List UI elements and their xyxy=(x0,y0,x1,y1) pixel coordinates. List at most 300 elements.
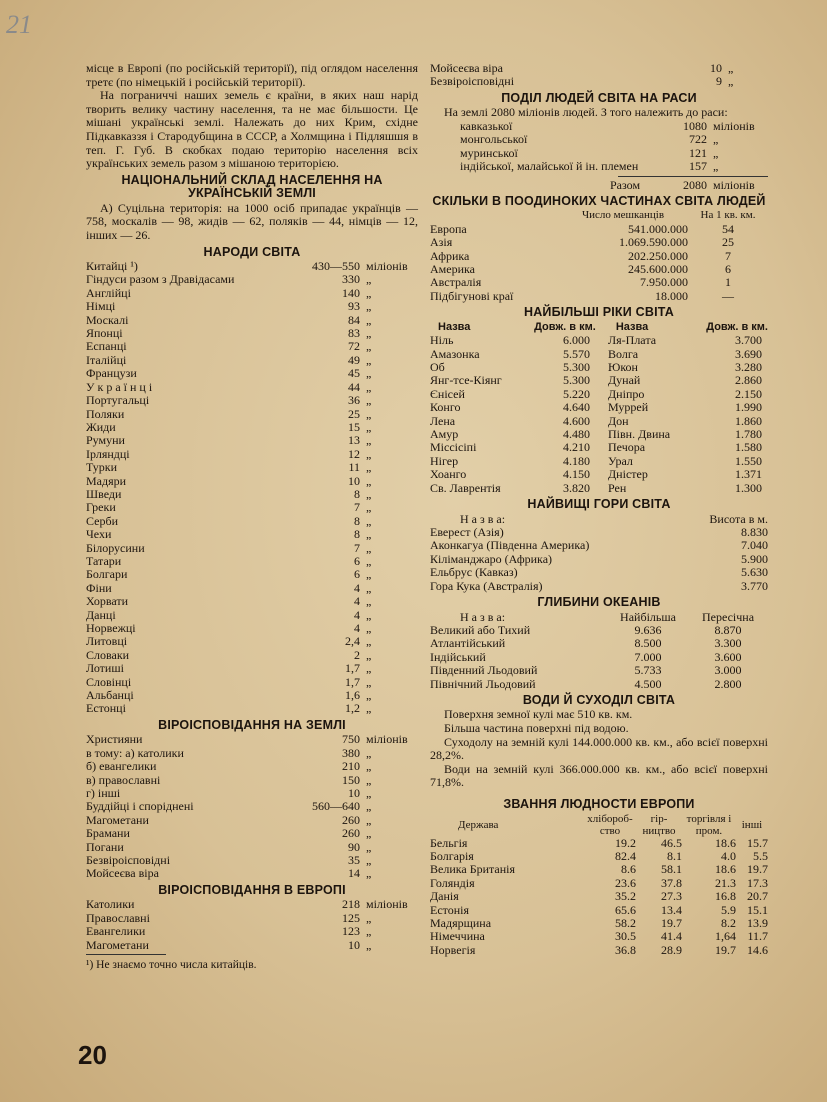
rivers-header xyxy=(430,321,768,334)
item-name: Безвіроісповідні xyxy=(86,854,171,867)
water-paragraph-1: Поверхня земної кулі має 510 кв. км. xyxy=(444,707,633,722)
part-population: 18.000 xyxy=(655,288,688,303)
river-length: 1.580 xyxy=(735,440,762,455)
races-table xyxy=(430,120,768,174)
river-name: Дніпро xyxy=(608,386,645,401)
river-length: 1.371 xyxy=(735,467,762,482)
occupation-header-other: інші xyxy=(741,818,763,831)
list-item xyxy=(86,595,418,608)
list-item xyxy=(460,120,768,133)
river-length: 3.280 xyxy=(735,360,762,374)
table-row xyxy=(430,637,768,650)
mountains-title: НАЙВИЩІ ГОРИ СВІТА xyxy=(527,497,671,512)
item-unit: „ xyxy=(366,580,372,595)
item-value: 36 xyxy=(348,393,360,408)
part-population: 541.000.000 xyxy=(628,221,688,236)
table-row xyxy=(430,290,768,303)
mountains-header xyxy=(430,513,768,526)
mining-value: 28.9 xyxy=(661,942,682,957)
river-name: Рен xyxy=(608,480,627,495)
item-value: 4 xyxy=(354,594,360,609)
list-item xyxy=(86,854,418,867)
list-item xyxy=(86,827,418,840)
list-item xyxy=(86,747,418,760)
occupation-header-agri: хліборобство xyxy=(587,812,633,837)
item-value: 11 xyxy=(348,460,360,475)
ocean-name: Південний Льодовий xyxy=(430,664,538,678)
table-row xyxy=(430,361,768,374)
ocean-max: 8.500 xyxy=(634,636,662,651)
river-length: 4.210 xyxy=(563,440,590,455)
nationality-paragraph: А) Суцільна територія: на 1000 осіб припадає українців — 758, москалів — 98, жидів — 62, поляків — 44, німців — 12, інших — 26. xyxy=(86,200,418,242)
occupation-header-mining: гірництво xyxy=(642,812,676,837)
item-unit: „ xyxy=(366,745,372,760)
item-name: Брамани xyxy=(86,827,130,841)
table-row xyxy=(430,415,768,428)
item-value: 6 xyxy=(354,567,360,582)
item-unit: „ xyxy=(366,785,372,800)
table-row xyxy=(430,388,768,401)
item-unit: „ xyxy=(366,433,372,448)
river-name: Амур xyxy=(430,428,459,442)
list-item xyxy=(86,702,418,715)
item-name: Білорусини xyxy=(86,541,145,555)
item-value: 49 xyxy=(348,352,360,367)
trade-value: 16.8 xyxy=(715,889,736,904)
rivers-header-name-1: Назва xyxy=(438,320,471,333)
river-length: 1.780 xyxy=(735,427,762,442)
item-unit: „ xyxy=(366,567,372,582)
water-paragraph-3: Суходолу на земній кулі 144.000.000 кв. км., або всієї поверхні 28,2%. xyxy=(430,734,768,763)
list-item xyxy=(86,800,418,813)
agriculture-value: 35.2 xyxy=(615,889,636,904)
part-density: 25 xyxy=(722,235,734,250)
item-value: 4 xyxy=(354,580,360,595)
item-name: Християни xyxy=(86,733,143,747)
trade-value: 18.6 xyxy=(715,835,736,850)
ocean-avg: 8.870 xyxy=(714,622,742,637)
list-item xyxy=(86,381,418,394)
list-item xyxy=(86,260,418,273)
table-row xyxy=(430,664,768,677)
list-item xyxy=(86,273,418,286)
races-total-row xyxy=(430,179,768,192)
other-value: 17.3 xyxy=(747,875,768,890)
river-length: 3.690 xyxy=(735,346,762,361)
item-name: Болгари xyxy=(86,568,128,582)
item-name: Жиди xyxy=(86,420,116,434)
item-unit: „ xyxy=(366,910,372,925)
parts-table xyxy=(430,223,768,303)
religion-europe-title: ВІРОІСПОВІДАННЯ В ЕВРОПІ xyxy=(158,882,346,897)
table-row xyxy=(430,468,768,481)
item-name: Серби xyxy=(86,514,119,528)
item-value: 8 xyxy=(354,513,360,528)
item-unit: „ xyxy=(366,527,372,542)
river-name: Дністер xyxy=(608,467,648,482)
list-item xyxy=(86,939,418,952)
item-value: 84 xyxy=(348,312,360,327)
mountain-height: 8.830 xyxy=(741,524,768,539)
item-name: Погани xyxy=(86,840,124,854)
occupation-title: ЗВАННЯ ЛЮДНОСТИ ЕВРОПИ xyxy=(503,797,695,811)
list-item xyxy=(86,635,418,648)
item-unit: „ xyxy=(366,419,372,434)
list-item xyxy=(86,662,418,675)
country-name: Голяндія xyxy=(430,876,475,890)
item-name: Мойсеєва віра xyxy=(86,867,159,881)
item-value: 750 xyxy=(342,732,360,747)
footnote-divider xyxy=(86,954,166,955)
oceans-header-name: Н а з в а: xyxy=(460,610,506,624)
other-value: 5.5 xyxy=(753,848,768,863)
item-unit: „ xyxy=(366,312,372,327)
item-name: Фіни xyxy=(86,581,112,595)
list-item xyxy=(86,609,418,622)
item-name: Татари xyxy=(86,554,122,568)
list-item xyxy=(86,760,418,773)
item-value: 260 xyxy=(342,812,360,827)
part-population: 7.950.000 xyxy=(640,275,688,290)
mining-value: 37.8 xyxy=(661,875,682,890)
list-item xyxy=(86,649,418,662)
item-unit: міліонів xyxy=(713,118,755,133)
rivers-header-length-1: Довж. в км. xyxy=(534,320,596,333)
item-unit: „ xyxy=(366,634,372,649)
oceans-title: ГЛИБИНИ ОКЕАНІВ xyxy=(537,595,661,609)
item-unit: міліонів xyxy=(366,732,408,747)
list-item xyxy=(86,542,418,555)
country-name: Бельгія xyxy=(430,836,468,850)
oceans-header-max: Найбільша xyxy=(620,609,676,624)
rivers-title: НАЙБІЛЬШІ РІКИ СВІТА xyxy=(523,305,675,320)
mining-value: 46.5 xyxy=(661,835,682,850)
intro-paragraph-2: На пограниччі наших земель є країни, в яких наш нарід творить велику частину населення, та не має більшости. Це мішані українські землі. Належать до них Крим, східне Підкавказзя і Стародубщина в СССР, а Холмщина і Підляшшя в теп. Г. Губ. В скобках подаю територію населення всіх українських земель разом з мішаною територією. xyxy=(86,88,418,171)
religion-continued-table xyxy=(430,62,768,89)
item-name: Норвежці xyxy=(86,622,136,635)
parts-header-density: На 1 кв. км. xyxy=(700,209,756,222)
occupation-header xyxy=(430,813,768,837)
races-total-label: Разом xyxy=(610,178,641,192)
item-value: 4 xyxy=(354,607,360,622)
list-item xyxy=(86,501,418,514)
item-unit: „ xyxy=(366,473,372,488)
mountains-header-height: Висота в м. xyxy=(709,511,768,526)
trade-value: 5.9 xyxy=(721,902,736,917)
agriculture-value: 36.8 xyxy=(615,942,636,957)
item-name: Японці xyxy=(86,327,123,341)
other-value: 11.7 xyxy=(747,929,768,944)
rivers-table xyxy=(430,334,768,495)
ocean-name: Індійський xyxy=(430,650,486,664)
table-row xyxy=(430,250,768,263)
table-row xyxy=(430,863,768,876)
river-length: 4.640 xyxy=(563,400,590,415)
mountains-header-name: Н а з в а: xyxy=(460,512,506,526)
country-name: Норвегія xyxy=(430,943,476,957)
country-name: Болгарія xyxy=(430,849,474,863)
item-value: 123 xyxy=(342,924,360,939)
item-name: Данці xyxy=(86,608,116,622)
list-item xyxy=(86,340,418,353)
list-item xyxy=(86,582,418,595)
page-number: 20 xyxy=(78,1040,107,1070)
ocean-name: Великий або Тихий xyxy=(430,623,531,637)
item-unit: „ xyxy=(366,553,372,568)
races-divider xyxy=(618,176,768,177)
river-length: 3.820 xyxy=(563,480,590,495)
other-value: 13.9 xyxy=(747,915,768,930)
river-name: Ніль xyxy=(430,334,454,348)
part-name: Африка xyxy=(430,249,470,263)
list-item xyxy=(430,62,768,75)
item-unit: „ xyxy=(366,366,372,381)
list-item xyxy=(86,814,418,827)
rivers-header-name-2: Назва xyxy=(615,320,649,333)
intro-paragraph-1: місце в Европі (по російській території), під оглядом населення третє (по німецькій і російській території). xyxy=(86,61,418,89)
item-name: Естонці xyxy=(86,702,126,716)
ocean-avg: 3.600 xyxy=(714,649,742,664)
occupation-header-trade: торгівля і пром. xyxy=(686,812,732,837)
river-length: 4.600 xyxy=(563,413,590,428)
item-name: Румуни xyxy=(86,434,125,448)
item-value: 12 xyxy=(348,446,360,461)
item-name: Китайці ¹) xyxy=(86,260,138,274)
item-unit: „ xyxy=(366,759,372,774)
mining-value: 13.4 xyxy=(661,902,682,917)
item-value: 10 xyxy=(348,937,360,952)
table-row xyxy=(430,374,768,387)
item-unit: „ xyxy=(366,339,372,354)
races-paragraph: На землі 2080 міліонів людей. З того належить до раси: xyxy=(444,105,728,120)
list-item xyxy=(86,394,418,407)
item-unit: „ xyxy=(366,446,372,461)
item-unit: „ xyxy=(713,145,719,160)
item-unit: „ xyxy=(366,661,372,676)
rivers-header-length-2: Довж. в км. xyxy=(706,320,768,333)
item-name: Литовці xyxy=(86,635,128,649)
list-item xyxy=(86,925,418,938)
river-name: Дунай xyxy=(608,373,641,388)
table-row xyxy=(430,624,768,637)
item-unit: „ xyxy=(366,406,372,421)
item-name: Шведи xyxy=(86,487,122,501)
item-name: Мойсеєва віра xyxy=(430,62,503,75)
agriculture-value: 30.5 xyxy=(615,929,636,944)
list-item xyxy=(86,787,418,800)
table-row xyxy=(430,651,768,664)
item-unit: „ xyxy=(366,272,372,287)
item-unit: „ xyxy=(366,486,372,501)
part-density: — xyxy=(722,288,734,303)
occupation-header-country: Держава xyxy=(458,818,499,831)
ocean-name: Атлантійський xyxy=(430,637,506,651)
ocean-avg: 2.800 xyxy=(714,676,742,691)
river-name: Нігер xyxy=(430,454,459,468)
item-unit: „ xyxy=(713,159,719,174)
table-row xyxy=(430,334,768,347)
religion-world-table xyxy=(86,733,418,880)
item-name: Гіндуси разом з Дравідасами xyxy=(86,273,235,287)
trade-value: 4.0 xyxy=(721,848,736,863)
item-name: Чехи xyxy=(86,528,112,542)
item-value: 25 xyxy=(348,406,360,421)
item-value: 45 xyxy=(348,366,360,381)
agriculture-value: 23.6 xyxy=(615,875,636,890)
river-length: 6.000 xyxy=(563,333,590,348)
item-value: 140 xyxy=(342,285,360,300)
item-name: Поляки xyxy=(86,407,125,421)
item-unit: „ xyxy=(366,937,372,952)
list-item xyxy=(86,689,418,702)
parts-title: СКІЛЬКИ В ПООДИНОКИХ ЧАСТИНАХ СВІТА ЛЮДЕЙ xyxy=(432,193,766,208)
other-value: 15.1 xyxy=(747,902,768,917)
part-name: Америка xyxy=(430,263,475,277)
item-value: 1,2 xyxy=(345,701,360,716)
list-item xyxy=(460,147,768,160)
list-item xyxy=(86,300,418,313)
item-value: 6 xyxy=(354,553,360,568)
table-row xyxy=(430,678,768,691)
table-row xyxy=(430,877,768,890)
item-value: 125 xyxy=(342,910,360,925)
item-unit: „ xyxy=(366,500,372,515)
peoples-table xyxy=(86,260,418,716)
river-length: 5.220 xyxy=(563,386,590,401)
item-name: Москалі xyxy=(86,313,129,327)
list-item xyxy=(86,733,418,746)
list-item xyxy=(86,867,418,880)
item-unit: „ xyxy=(366,772,372,787)
table-row xyxy=(430,580,768,593)
item-value: 560—640 xyxy=(312,799,360,814)
part-name: Австралія xyxy=(430,276,482,290)
trade-value: 1,64 xyxy=(715,929,736,944)
agriculture-value: 8.6 xyxy=(621,862,636,877)
item-name: Словаки xyxy=(86,648,130,662)
river-name: Об xyxy=(430,361,445,374)
part-density: 54 xyxy=(722,221,734,236)
list-item xyxy=(86,568,418,581)
item-value: 1080 xyxy=(683,118,707,133)
item-unit: „ xyxy=(366,688,372,703)
agriculture-value: 82.4 xyxy=(615,848,636,863)
races-total-value: 2080 xyxy=(683,177,707,192)
other-value: 15.7 xyxy=(747,835,768,850)
item-value: 121 xyxy=(689,145,707,160)
item-name: Альбанці xyxy=(86,689,134,703)
races-title: ПОДІЛ ЛЮДЕЙ СВІТА НА РАСИ xyxy=(501,90,697,105)
river-length: 1.990 xyxy=(735,400,762,415)
parts-header xyxy=(430,209,768,222)
item-unit: „ xyxy=(366,924,372,939)
part-population: 1.069.590.000 xyxy=(619,235,688,250)
river-length: 4.480 xyxy=(563,427,590,442)
item-name: Католики xyxy=(86,898,135,912)
item-unit: „ xyxy=(366,299,372,314)
item-unit: „ xyxy=(366,285,372,300)
river-name: Урал xyxy=(608,453,633,468)
river-length: 3.700 xyxy=(735,333,762,348)
item-value: 380 xyxy=(342,745,360,760)
river-name: Конго xyxy=(430,401,461,415)
item-unit: „ xyxy=(366,513,372,528)
ocean-avg: 3.300 xyxy=(714,636,742,651)
item-unit: міліонів xyxy=(366,897,408,912)
item-unit: „ xyxy=(366,701,372,716)
table-row xyxy=(430,401,768,414)
religion-world-title: ВІРОІСПОВІДАННЯ НА ЗЕМЛІ xyxy=(158,717,346,732)
mountain-height: 3.770 xyxy=(741,578,768,593)
item-name: Словінці xyxy=(86,675,132,689)
river-length: 1.300 xyxy=(735,480,762,495)
item-unit: „ xyxy=(366,674,372,689)
races-total-unit: міліонів xyxy=(713,177,755,192)
left-column xyxy=(86,62,418,971)
mountain-name: Ельбрус (Кавказ) xyxy=(430,566,518,580)
item-name: Магометани xyxy=(86,938,149,952)
item-name: Евангелики xyxy=(86,925,146,939)
list-item xyxy=(430,75,768,88)
list-item xyxy=(86,461,418,474)
item-name: г) інші xyxy=(86,786,121,800)
agriculture-value: 65.6 xyxy=(615,902,636,917)
item-name: Греки xyxy=(86,501,116,515)
river-name: Півн. Двина xyxy=(608,427,671,442)
item-value: 10 xyxy=(348,785,360,800)
river-length: 5.300 xyxy=(563,373,590,388)
oceans-header-avg: Пересічна xyxy=(701,609,755,624)
ocean-max: 7.000 xyxy=(634,649,662,664)
item-name: У к р а ї н ц і xyxy=(86,380,153,394)
river-name: Печора xyxy=(608,440,646,455)
other-value: 20.7 xyxy=(747,889,768,904)
item-unit: „ xyxy=(366,826,372,841)
item-value: 1,6 xyxy=(345,688,360,703)
item-unit: „ xyxy=(366,812,372,827)
item-unit: „ xyxy=(366,379,372,394)
part-population: 202.250.000 xyxy=(628,248,688,263)
mountain-height: 5.630 xyxy=(741,565,768,580)
mountain-name: Гора Кука (Австралія) xyxy=(430,579,543,593)
list-item xyxy=(86,367,418,380)
item-value: 10 xyxy=(348,473,360,488)
table-row xyxy=(430,455,768,468)
table-row xyxy=(430,276,768,289)
item-value: 44 xyxy=(348,379,360,394)
mountain-name: Аконкагуа (Південна Америка) xyxy=(430,539,590,553)
item-unit: „ xyxy=(366,326,372,341)
water-title: ВОДИ Й СУХОДІЛ СВІТА xyxy=(522,692,676,707)
item-value: 7 xyxy=(354,540,360,555)
item-value: 157 xyxy=(689,159,707,174)
occupation-table xyxy=(430,837,768,958)
part-name: Европа xyxy=(430,222,467,236)
item-unit: „ xyxy=(366,621,372,635)
list-item xyxy=(86,434,418,447)
item-value: 210 xyxy=(342,759,360,774)
peoples-title: НАРОДИ СВІТА xyxy=(203,244,301,259)
table-row xyxy=(430,917,768,930)
list-item xyxy=(86,448,418,461)
table-row xyxy=(430,441,768,454)
list-item xyxy=(86,528,418,541)
item-unit: „ xyxy=(713,132,719,147)
item-name: Французи xyxy=(86,367,137,381)
table-row xyxy=(430,236,768,249)
ocean-avg: 3.000 xyxy=(714,663,742,678)
item-unit: „ xyxy=(728,61,734,75)
